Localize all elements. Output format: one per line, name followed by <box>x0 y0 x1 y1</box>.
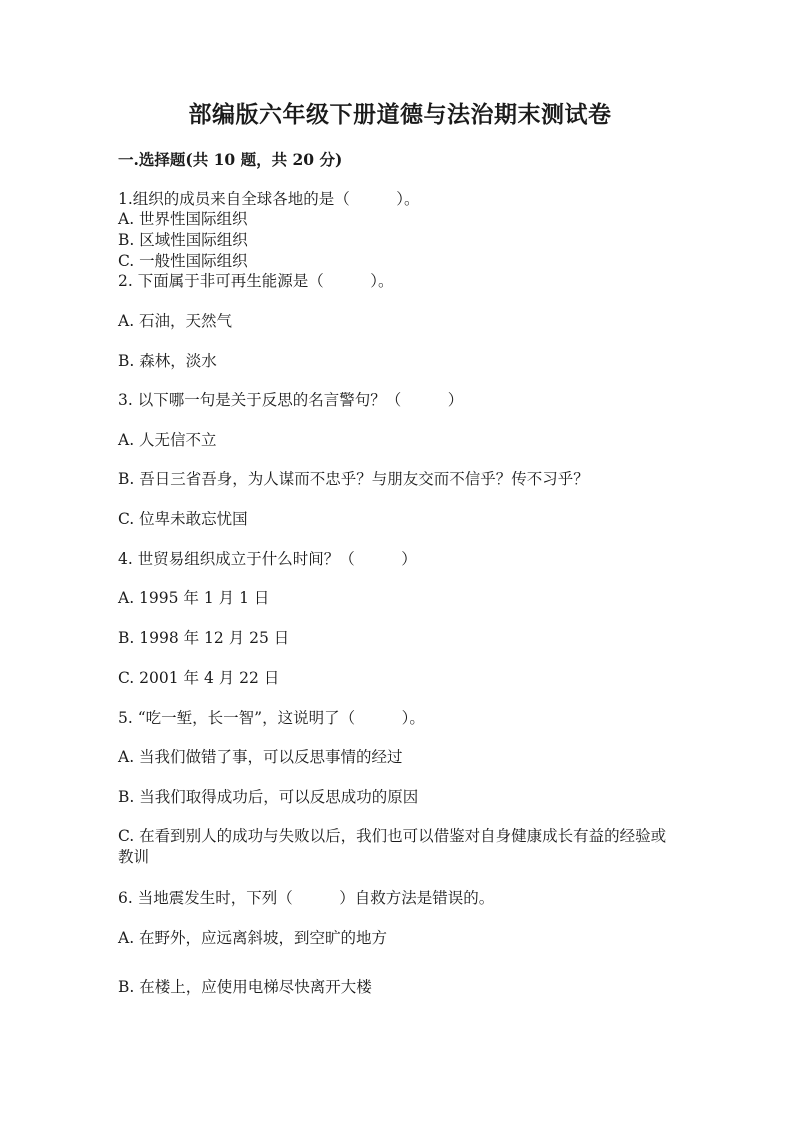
question-1-option-c: C. 一般性国际组织 <box>118 252 248 270</box>
page-title: 部编版六年级下册道德与法治期末测试卷 <box>188 101 612 128</box>
question-5-option-a: A. 当我们做错了事，可以反思事情的经过 <box>118 748 403 766</box>
question-1-option-a: A. 世界性国际组织 <box>118 210 248 228</box>
question-2-option-a: A. 石油，天然气 <box>118 312 233 330</box>
question-6-stem: 6. 当地震发生时，下列（ ）自救方法是错误的。 <box>118 889 495 907</box>
question-4-option-b: B. 1998 年 12 月 25 日 <box>118 629 290 647</box>
question-3-option-c: C. 位卑未敢忘忧国 <box>118 510 248 528</box>
question-4-option-a: A. 1995 年 1 月 1 日 <box>118 589 270 607</box>
question-2-option-b: B. 森林，淡水 <box>118 352 217 370</box>
question-3-option-a: A. 人无信不立 <box>118 431 217 449</box>
question-4-option-c: C. 2001 年 4 月 22 日 <box>118 669 280 687</box>
section-heading: 一.选择题(共 10 题，共 20 分) <box>118 150 343 169</box>
question-6-option-a: A. 在野外，应远离斜坡，到空旷的地方 <box>118 929 388 947</box>
question-5-stem: 5. “吃一堑，长一智”，这说明了（ ）。 <box>118 709 425 727</box>
question-1-stem: 1.组织的成员来自全球各地的是（ ）。 <box>118 190 420 208</box>
question-3-stem: 3. 以下哪一句是关于反思的名言警句？（ ） <box>118 391 464 409</box>
question-5-option-b: B. 当我们取得成功后，可以反思成功的原因 <box>118 788 419 806</box>
question-5-option-c: C. 在看到别人的成功与失败以后，我们也可以借鉴对自身健康成长有益的经验或教训 <box>118 827 667 866</box>
question-4-stem: 4. 世贸易组织成立于什么时间？（ ） <box>118 550 417 568</box>
question-1-option-b: B. 区域性国际组织 <box>118 231 248 249</box>
question-2-stem: 2. 下面属于非可再生能源是（ ）。 <box>118 272 394 290</box>
question-3-option-b: B. 吾日三省吾身，为人谋而不忠乎？与朋友交而不信乎？传不习乎？ <box>118 470 589 488</box>
question-6-option-b: B. 在楼上，应使用电梯尽快离开大楼 <box>118 978 372 996</box>
